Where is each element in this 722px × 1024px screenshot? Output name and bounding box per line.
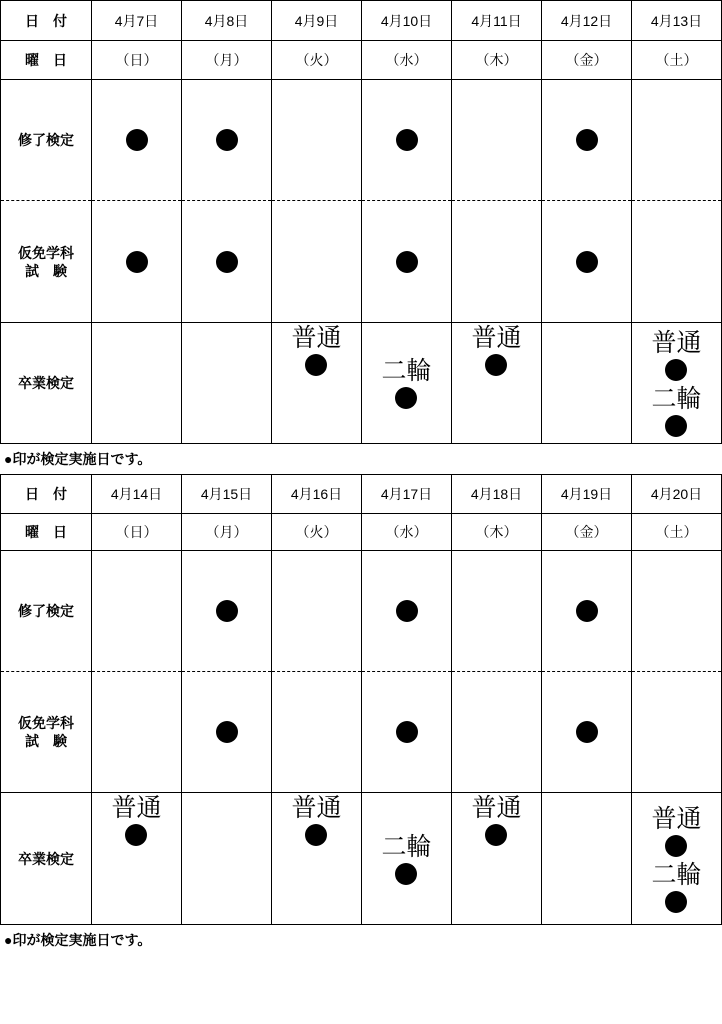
weekday-cell: （水） bbox=[362, 514, 452, 551]
karimen-label-line2: 試 験 bbox=[25, 733, 67, 749]
weekday-cell: （火） bbox=[272, 514, 362, 551]
exam-type-label: 二輪 bbox=[651, 385, 702, 413]
exam-type-label: 二輪 bbox=[381, 832, 432, 861]
shuryo-cell bbox=[452, 551, 542, 672]
karimen-cell bbox=[272, 201, 362, 323]
karimen-cell bbox=[452, 201, 542, 323]
dot-mark bbox=[576, 721, 598, 743]
date-header-label: 日 付 bbox=[1, 1, 92, 41]
shuryo-label: 修了検定 bbox=[1, 80, 92, 201]
date-cell: 4月12日 bbox=[542, 1, 632, 41]
exam-stack bbox=[452, 793, 541, 924]
exam-stack bbox=[272, 323, 361, 443]
shuryo-cell bbox=[272, 551, 362, 672]
weekday-cell: （土） bbox=[632, 41, 722, 80]
shuryo-cell bbox=[632, 80, 722, 201]
shuryo-cell bbox=[542, 551, 632, 672]
exam-type-label: 普通 bbox=[291, 324, 342, 352]
shuryo-cell bbox=[632, 551, 722, 672]
karimen-label-line1: 仮免学科 bbox=[18, 244, 74, 261]
karimen-cell bbox=[632, 672, 722, 793]
weekday-cell: （金） bbox=[542, 41, 632, 80]
sotsugyo-cell bbox=[542, 323, 632, 444]
date-cell: 4月18日 bbox=[452, 475, 542, 514]
sotsugyo-cell bbox=[272, 793, 362, 925]
exam-item bbox=[291, 794, 341, 846]
dot-mark bbox=[576, 600, 598, 622]
shuryo-cell bbox=[452, 80, 542, 201]
sotsugyo-cell bbox=[452, 323, 542, 444]
sotsugyo-cell bbox=[92, 323, 182, 444]
date-cell: 4月7日 bbox=[92, 1, 182, 41]
karimen-cell bbox=[542, 672, 632, 793]
karimen-cell bbox=[182, 672, 272, 793]
weekday-cell: （水） bbox=[362, 41, 452, 80]
exam-stack bbox=[362, 323, 451, 443]
dot-mark bbox=[485, 354, 507, 376]
schedule-block bbox=[0, 0, 722, 467]
karimen-cell bbox=[542, 201, 632, 323]
sotsugyo-cell bbox=[632, 793, 722, 925]
weekday-header-label: 曜 日 bbox=[1, 41, 92, 80]
exam-stack bbox=[92, 793, 181, 924]
karimen-label bbox=[1, 672, 92, 793]
karimen-cell bbox=[362, 672, 452, 793]
exam-item bbox=[651, 861, 701, 913]
weekday-cell: （日） bbox=[92, 514, 182, 551]
date-cell: 4月14日 bbox=[92, 475, 182, 514]
exam-item bbox=[291, 324, 341, 376]
date-cell: 4月17日 bbox=[362, 475, 452, 514]
dot-mark bbox=[305, 354, 327, 376]
dot-mark bbox=[126, 251, 148, 273]
sotsugyo-label: 卒業検定 bbox=[1, 793, 92, 925]
exam-item bbox=[111, 794, 161, 846]
karimen-cell bbox=[272, 672, 362, 793]
date-cell: 4月11日 bbox=[452, 1, 542, 41]
dot-mark bbox=[485, 824, 507, 846]
exam-item bbox=[381, 833, 431, 885]
dot-mark bbox=[665, 359, 687, 381]
sotsugyo-row bbox=[1, 323, 722, 444]
weekday-cell: （日） bbox=[92, 41, 182, 80]
shuryo-cell bbox=[182, 551, 272, 672]
dot-mark bbox=[396, 600, 418, 622]
sotsugyo-cell bbox=[182, 793, 272, 925]
date-cell: 4月9日 bbox=[272, 1, 362, 41]
karimen-cell bbox=[182, 201, 272, 323]
weekday-cell: （木） bbox=[452, 41, 542, 80]
dot-mark bbox=[665, 415, 687, 437]
dot-mark bbox=[126, 129, 148, 151]
date-cell: 4月16日 bbox=[272, 475, 362, 514]
dot-mark bbox=[216, 129, 238, 151]
exam-item bbox=[651, 805, 701, 857]
shuryo-cell bbox=[182, 80, 272, 201]
shuryo-row bbox=[1, 551, 722, 672]
karimen-cell bbox=[92, 201, 182, 323]
weekday-row bbox=[1, 514, 722, 551]
dot-mark bbox=[396, 129, 418, 151]
exam-stack bbox=[632, 323, 721, 443]
date-cell: 4月19日 bbox=[542, 475, 632, 514]
karimen-label-line2: 試 験 bbox=[25, 262, 67, 279]
exam-type-label: 二輪 bbox=[381, 357, 432, 385]
dot-mark bbox=[216, 600, 238, 622]
shuryo-cell bbox=[92, 551, 182, 672]
karimen-cell bbox=[362, 201, 452, 323]
shuryo-label: 修了検定 bbox=[1, 551, 92, 672]
date-cell: 4月13日 bbox=[632, 1, 722, 41]
exam-type-label: 普通 bbox=[291, 794, 342, 822]
schedule-block bbox=[0, 474, 722, 948]
legend-note: ●印が検定実施日です。 bbox=[4, 451, 152, 467]
shuryo-cell bbox=[272, 80, 362, 201]
shuryo-cell bbox=[362, 551, 452, 672]
sotsugyo-cell bbox=[272, 323, 362, 444]
sotsugyo-cell bbox=[362, 323, 452, 444]
sotsugyo-cell bbox=[92, 793, 182, 925]
shuryo-cell bbox=[362, 80, 452, 201]
date-cell: 4月15日 bbox=[182, 475, 272, 514]
dot-mark bbox=[665, 835, 687, 857]
sotsugyo-cell bbox=[452, 793, 542, 925]
karimen-label-line1: 仮免学科 bbox=[18, 715, 74, 731]
date-cell: 4月10日 bbox=[362, 1, 452, 41]
schedule-table bbox=[0, 0, 722, 444]
dot-mark bbox=[576, 251, 598, 273]
exam-item bbox=[381, 357, 431, 409]
exam-item bbox=[471, 794, 521, 846]
dot-mark bbox=[396, 721, 418, 743]
exam-type-label: 普通 bbox=[111, 794, 162, 822]
karimen-label bbox=[1, 201, 92, 323]
shuryo-cell bbox=[542, 80, 632, 201]
schedule-table bbox=[0, 474, 722, 925]
sotsugyo-cell bbox=[632, 323, 722, 444]
shuryo-row bbox=[1, 80, 722, 201]
weekday-cell: （月） bbox=[182, 41, 272, 80]
dot-mark bbox=[395, 387, 417, 409]
dot-mark bbox=[665, 891, 687, 913]
weekday-cell: （火） bbox=[272, 41, 362, 80]
date-header-label: 日 付 bbox=[1, 475, 92, 514]
exam-stack bbox=[632, 793, 721, 924]
dot-mark bbox=[216, 251, 238, 273]
sotsugyo-row bbox=[1, 793, 722, 925]
exam-item bbox=[651, 385, 701, 437]
exam-type-label: 普通 bbox=[471, 794, 522, 822]
dot-mark bbox=[396, 251, 418, 273]
dot-mark bbox=[576, 129, 598, 151]
karimen-row bbox=[1, 672, 722, 793]
exam-item bbox=[651, 329, 701, 381]
exam-type-label: 普通 bbox=[651, 804, 702, 833]
sotsugyo-label: 卒業検定 bbox=[1, 323, 92, 444]
exam-stack bbox=[272, 793, 361, 924]
karimen-cell bbox=[632, 201, 722, 323]
karimen-row bbox=[1, 201, 722, 323]
sotsugyo-cell bbox=[182, 323, 272, 444]
exam-type-label: 普通 bbox=[651, 329, 702, 357]
dot-mark bbox=[305, 824, 327, 846]
date-row bbox=[1, 475, 722, 514]
weekday-header-label: 曜 日 bbox=[1, 514, 92, 551]
date-row bbox=[1, 1, 722, 41]
exam-type-label: 普通 bbox=[471, 324, 522, 352]
date-cell: 4月20日 bbox=[632, 475, 722, 514]
sotsugyo-cell bbox=[362, 793, 452, 925]
exam-stack bbox=[452, 323, 541, 443]
dot-mark bbox=[395, 863, 417, 885]
sotsugyo-cell bbox=[542, 793, 632, 925]
weekday-cell: （土） bbox=[632, 514, 722, 551]
weekday-row bbox=[1, 41, 722, 80]
weekday-cell: （木） bbox=[452, 514, 542, 551]
date-cell: 4月8日 bbox=[182, 1, 272, 41]
karimen-cell bbox=[452, 672, 542, 793]
karimen-cell bbox=[92, 672, 182, 793]
weekday-cell: （月） bbox=[182, 514, 272, 551]
exam-stack bbox=[362, 793, 451, 924]
exam-item bbox=[471, 324, 521, 376]
weekday-cell: （金） bbox=[542, 514, 632, 551]
dot-mark bbox=[216, 721, 238, 743]
dot-mark bbox=[125, 824, 147, 846]
shuryo-cell bbox=[92, 80, 182, 201]
legend-note: ●印が検定実施日です。 bbox=[4, 932, 152, 948]
exam-type-label: 二輪 bbox=[651, 860, 702, 889]
